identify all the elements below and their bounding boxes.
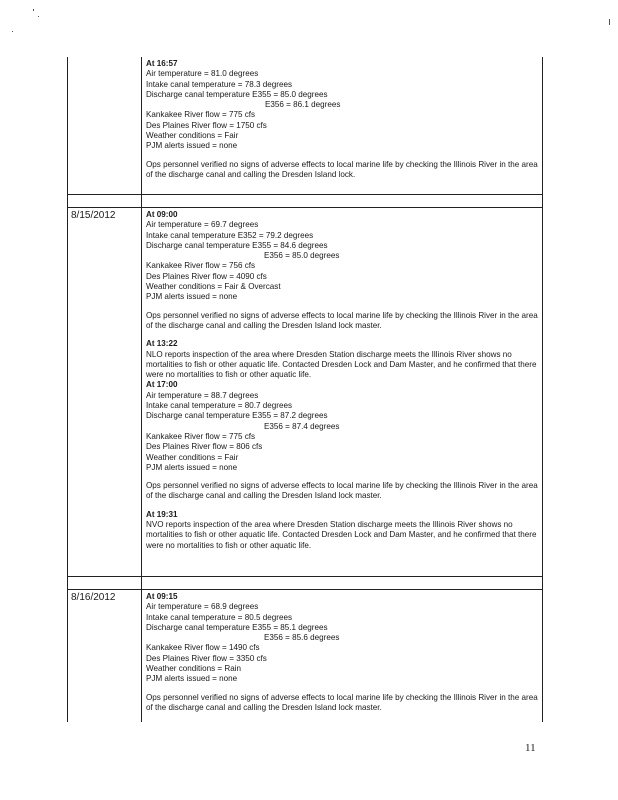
des-plaines-flow: Des Plaines River flow = 1750 cfs: [146, 120, 267, 130]
air-temperature: Air temperature = 81.0 degrees: [146, 69, 259, 79]
ops-verification-note: Ops personnel verified no signs of adverse effects to local marine life by checking the Illinois River in the area of the discharge canal and calling the Dresden Island lock master.: [146, 310, 538, 330]
intake-temperature: Intake canal temperature = 80.5 degrees: [146, 612, 293, 622]
weather-conditions: Weather conditions = Fair: [146, 452, 239, 462]
scan-artifact: [38, 16, 39, 17]
kankakee-flow: Kankakee River flow = 775 cfs: [146, 110, 256, 120]
weather-conditions: Weather conditions = Fair: [146, 131, 239, 141]
intake-temperature: Intake canal temperature = 78.3 degrees: [146, 79, 293, 89]
ops-verification-note: Ops personnel verified no signs of adverse effects to local marine life by checking the Illinois River in the area of the discharge canal and calling the Dresden Island lock master.: [146, 692, 538, 712]
reading-time: At 17:00: [146, 380, 178, 390]
pjm-alerts: PJM alerts issued = none: [146, 674, 238, 684]
log-entry-continued: [68, 57, 542, 194]
intake-temperature: Intake canal temperature = 80.7 degrees: [146, 401, 293, 411]
reading-time: At 16:57: [146, 59, 178, 68]
des-plaines-flow: Des Plaines River flow = 4090 cfs: [146, 271, 267, 281]
scan-artifact: [33, 9, 34, 11]
inspection-time: At 19:31: [146, 509, 178, 519]
discharge-temperature: Discharge canal temperature E355 = 84.6 degrees: [146, 240, 328, 250]
inspection-time: At 13:22: [146, 339, 178, 349]
reading-time: At 09:00: [146, 210, 178, 219]
entry-date: 8/15/2012: [68, 208, 142, 576]
entry-date: 8/16/2012: [68, 590, 142, 722]
log-entry-aug15: [68, 208, 542, 576]
air-temperature: Air temperature = 88.7 degrees: [146, 390, 259, 400]
discharge-temperature: Discharge canal temperature E355 = 85.1 degrees: [146, 622, 328, 632]
weather-conditions: Weather conditions = Fair & Overcast: [146, 282, 281, 292]
weather-conditions: Weather conditions = Rain: [146, 664, 242, 674]
log-entry-aug16: [68, 590, 542, 722]
date-cell: [68, 57, 142, 194]
pjm-alerts: PJM alerts issued = none: [146, 292, 238, 302]
discharge-temperature-e356: E356 = 85.0 degrees: [264, 251, 340, 261]
intake-temperature: Intake canal temperature E352 = 79.2 degrees: [146, 230, 314, 240]
ops-verification-note: Ops personnel verified no signs of adverse effects to local marine life by checking the Illinois River in the area of the discharge canal and calling the Dresden Island lock master.: [146, 481, 538, 501]
discharge-temperature-e356: E356 = 87.4 degrees: [264, 421, 340, 431]
ops-verification-note: Ops personnel verified no signs of adverse effects to local marine life by checking the Illinois River in the area of the discharge canal and calling the Dresden Island lock.: [146, 159, 538, 179]
kankakee-flow: Kankakee River flow = 1490 cfs: [146, 643, 260, 653]
content-cell: [142, 590, 542, 722]
reading-time: At 09:15: [146, 592, 178, 601]
pjm-alerts: PJM alerts issued = none: [146, 462, 238, 472]
content-cell: [142, 57, 542, 194]
log-table: [67, 57, 543, 722]
kankakee-flow: Kankakee River flow = 775 cfs: [146, 431, 256, 441]
des-plaines-flow: Des Plaines River flow = 806 cfs: [146, 442, 263, 452]
page-number: 11: [525, 742, 536, 754]
inspection-note: NLO reports inspection of the area where Dresden Station discharge meets the Illinois River shows no mortalities to fish or other aquatic life. Contacted Dresden Lock and Dam Master, and he confirmed that there were no mortalities to fish or other aquatic life.: [146, 349, 537, 380]
scan-artifact: [609, 19, 610, 25]
inspection-note: NVO reports inspection of the area where Dresden Station discharge meets the Illinois River shows no mortalities to fish or other aquatic life. Contacted Dresden Lock and Dam Master, and he confirmed that there were no mortalities to fish or other aquatic life.: [146, 520, 537, 550]
air-temperature: Air temperature = 69.7 degrees: [146, 220, 259, 230]
discharge-temperature: Discharge canal temperature E355 = 85.0 degrees: [146, 89, 328, 99]
kankakee-flow: Kankakee River flow = 756 cfs: [146, 261, 256, 271]
discharge-temperature-e356: E356 = 85.6 degrees: [264, 633, 340, 643]
row-separator: [68, 194, 542, 208]
air-temperature: Air temperature = 68.9 degrees: [146, 602, 259, 612]
content-cell: [142, 208, 542, 576]
des-plaines-flow: Des Plaines River flow = 3350 cfs: [146, 653, 267, 663]
scan-artifact: [12, 31, 13, 32]
row-separator: [68, 576, 542, 590]
discharge-temperature: Discharge canal temperature E355 = 87.2 degrees: [146, 411, 328, 421]
pjm-alerts: PJM alerts issued = none: [146, 141, 238, 151]
discharge-temperature-e356: E356 = 86.1 degrees: [265, 100, 341, 110]
